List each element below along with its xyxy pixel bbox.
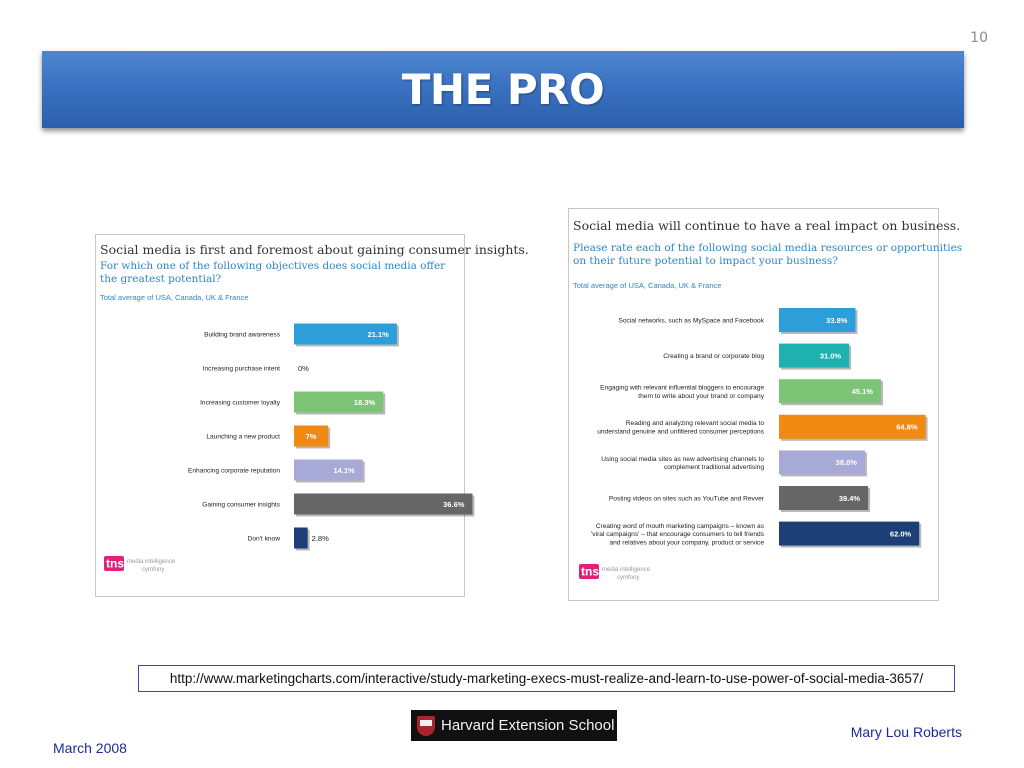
data-label: 62.0% <box>889 529 912 539</box>
author-name: Mary Lou Roberts <box>850 724 962 740</box>
category-label: understand genuine and unfiltered consumer perceptions <box>597 428 764 436</box>
category-label: Creating word of mouth marketing campaigns – known as <box>595 522 764 530</box>
category-label: Increasing customer loyalty <box>200 399 280 407</box>
slide-title: THE PRO <box>401 65 605 114</box>
category-label: Engaging with relevant influential bloggers to encourage <box>600 384 764 392</box>
chart-objectives-panel <box>95 234 529 597</box>
harvard-extension-logo <box>411 710 617 741</box>
category-label: Reading and analyzing relevant social media to <box>625 420 764 428</box>
harvard-logo-text: Harvard Extension School <box>441 717 615 734</box>
chart-subtitle-line: For which one of the following objectives does social media offer <box>100 260 446 272</box>
bar <box>294 528 308 549</box>
logo-line: media intelligence <box>602 567 651 573</box>
data-label: 39.4% <box>838 493 861 503</box>
logo-line: media intelligence <box>127 559 176 565</box>
slide-number: 10 <box>970 30 988 46</box>
harvard-shield-icon <box>417 716 435 736</box>
chart-title: Social media is first and foremost about gaining consumer insights. <box>100 242 529 257</box>
category-label: Social networks, such as MySpace and Facebook <box>618 317 764 325</box>
tns-logo-text: tns <box>106 556 124 571</box>
data-label: 2.8% <box>311 533 329 543</box>
logo-line: cymfony <box>142 567 165 573</box>
data-label: 45.1% <box>851 387 873 396</box>
category-label: Creating a brand or corporate blog <box>663 353 764 361</box>
chart-note: Total average of USA, Canada, UK & France <box>100 293 249 302</box>
category-label: 'viral campaigns' – that encourage consumers to tell friends <box>591 531 764 539</box>
category-label: Using social media sites as new advertising channels to <box>601 455 764 463</box>
category-label: Don't know <box>247 535 280 543</box>
category-label: complement traditional advertising <box>663 464 764 471</box>
data-label: 0% <box>298 363 309 373</box>
chart-impact <box>569 209 963 600</box>
category-label: Enhancing corporate reputation <box>187 467 280 475</box>
data-label: 18.3% <box>353 397 376 407</box>
logo-line: cymfony <box>617 575 640 581</box>
data-label: 33.8% <box>826 315 848 325</box>
data-label: 31.0% <box>819 351 842 361</box>
chart-subtitle-line: Please rate each of the following social media resources or opportunities <box>573 242 963 254</box>
category-label: them to write about your brand or company <box>638 392 764 400</box>
data-label: 21.1% <box>367 329 389 339</box>
data-label: 36.6% <box>443 499 465 509</box>
source-url[interactable]: http://www.marketingcharts.com/interactive/study-marketing-execs-must-realize-and-learn-to-use-power-of-social-media-3657/ <box>138 665 955 692</box>
chart-subtitle-line: the greatest potential? <box>100 273 222 285</box>
chart-subtitle-line: on their future potential to impact your business? <box>573 255 838 267</box>
slide-date: March 2008 <box>53 740 127 756</box>
title-bar <box>42 51 964 128</box>
chart-objectives <box>96 235 529 596</box>
category-label: Building brand awareness <box>204 331 280 339</box>
tns-logo-text: tns <box>581 564 599 579</box>
chart-impact-panel <box>568 208 963 601</box>
category-label: Posting videos on sites such as YouTube and Revver <box>608 495 764 503</box>
data-label: 64.8% <box>896 422 918 432</box>
category-label: Launching a new product <box>206 433 280 441</box>
data-label: 14.1% <box>333 465 355 475</box>
chart-note: Total average of USA, Canada, UK & France <box>573 281 722 290</box>
category-label: Increasing purchase intent <box>202 365 280 373</box>
data-label: 7% <box>305 431 317 441</box>
data-label: 38.0% <box>835 458 857 468</box>
category-label: and relatives about your company, product or service <box>609 539 764 547</box>
category-label: Gaining consumer insights <box>202 501 280 509</box>
chart-title: Social media will continue to have a real impact on business. <box>573 218 961 233</box>
